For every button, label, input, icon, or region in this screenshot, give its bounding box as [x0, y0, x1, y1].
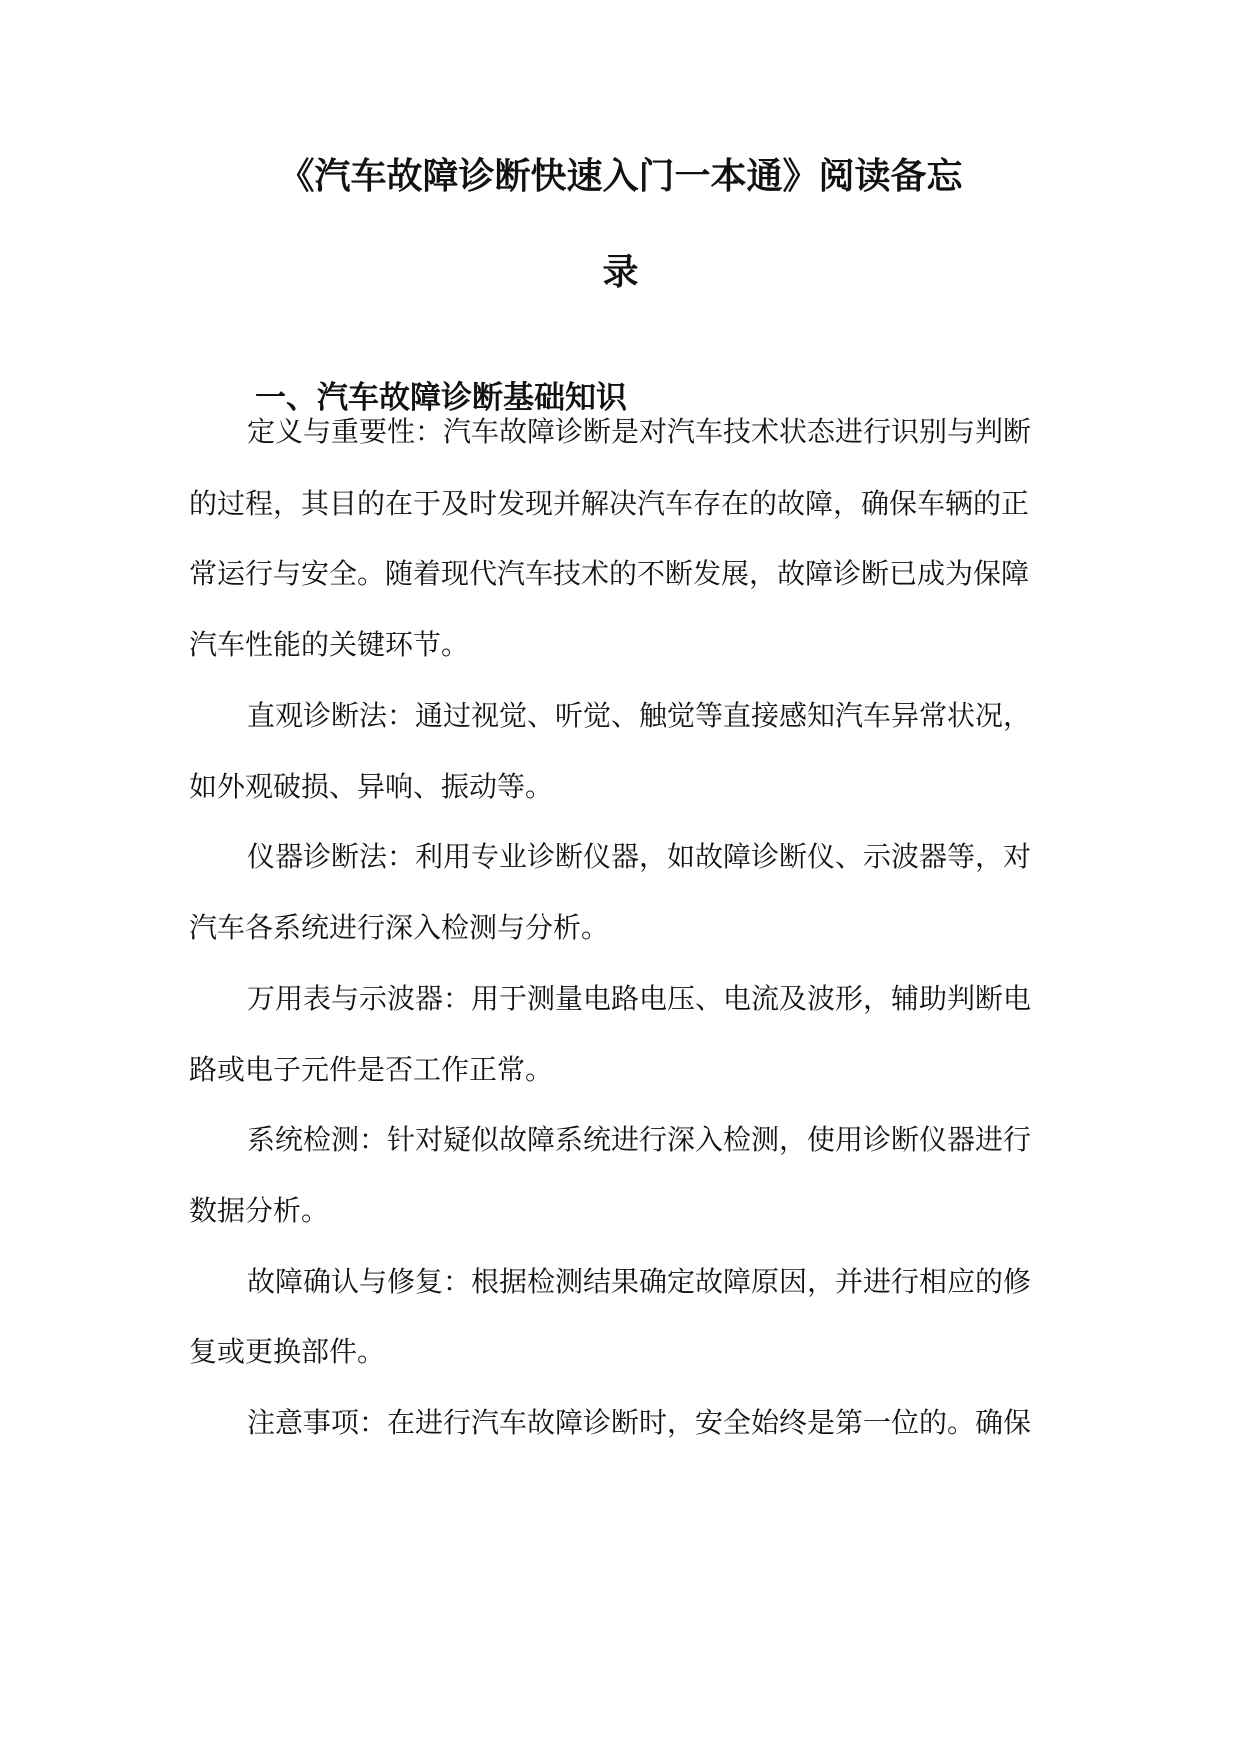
paragraph-definition-line-4: 汽车性能的关键环节。: [189, 628, 470, 661]
paragraph-system-line-2: 数据分析。: [189, 1194, 330, 1227]
document-title-line-1: 《汽车故障诊断快速入门一本通》阅读备忘: [278, 155, 963, 197]
paragraph-multimeter-line-1: 万用表与示波器：用于测量电路电压、电流及波形，辅助判断电: [247, 982, 1032, 1015]
paragraph-definition-line-2: 的过程，其目的在于及时发现并解决汽车存在的故障，确保车辆的正: [189, 487, 1030, 520]
paragraph-instrument-line-1: 仪器诊断法：利用专业诊断仪器，如故障诊断仪、示波器等，对: [247, 840, 1032, 873]
paragraph-definition-line-1: 定义与重要性：汽车故障诊断是对汽车技术状态进行识别与判断: [247, 415, 1032, 448]
paragraph-repair-line-1: 故障确认与修复：根据检测结果确定故障原因，并进行相应的修: [247, 1265, 1032, 1298]
paragraph-repair-line-2: 复或更换部件。: [189, 1335, 386, 1368]
paragraph-notes-line-1: 注意事项：在进行汽车故障诊断时，安全始终是第一位的。确保: [247, 1406, 1032, 1439]
paragraph-instrument-line-2: 汽车各系统进行深入检测与分析。: [189, 911, 610, 944]
paragraph-multimeter-line-2: 路或电子元件是否工作正常。: [189, 1053, 554, 1086]
document-title-line-2: 录: [602, 251, 639, 293]
paragraph-visual-line-1: 直观诊断法：通过视觉、听觉、触觉等直接感知汽车异常状况，: [247, 699, 1032, 732]
paragraph-visual-line-2: 如外观破损、异响、振动等。: [189, 770, 554, 803]
section-heading: 一、汽车故障诊断基础知识: [255, 380, 627, 416]
paragraph-definition-line-3: 常运行与安全。随着现代汽车技术的不断发展，故障诊断已成为保障: [189, 557, 1030, 590]
paragraph-system-line-1: 系统检测：针对疑似故障系统进行深入检测，使用诊断仪器进行: [247, 1123, 1032, 1156]
